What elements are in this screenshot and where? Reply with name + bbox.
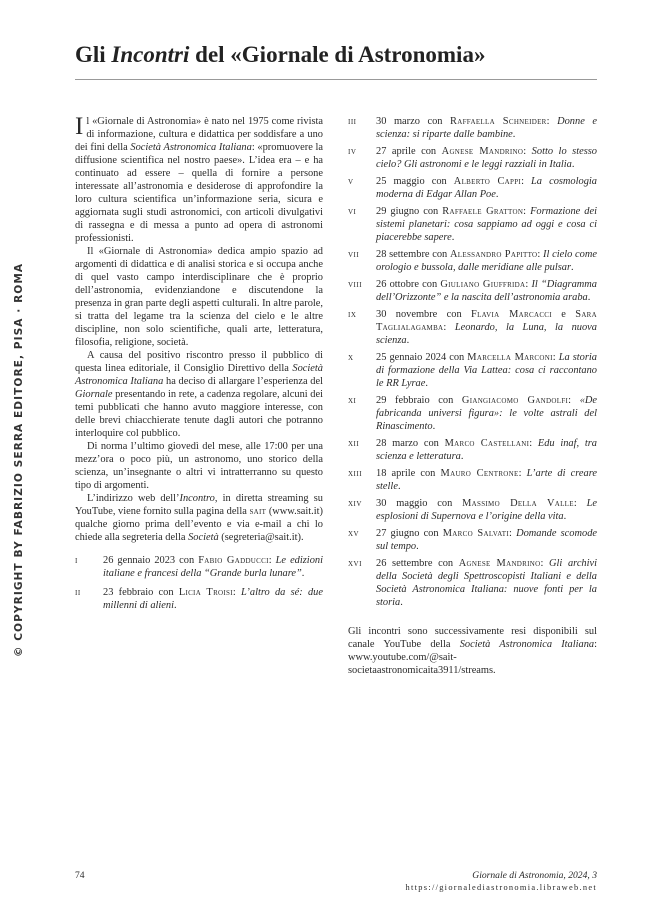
event-number: xvi <box>348 558 362 569</box>
italic-text: Società <box>188 532 219 543</box>
text-run: 26 ottobre con <box>376 279 441 290</box>
small-caps-text: Mauro Centrone <box>440 468 519 479</box>
text-run: : www.youtube.com/@sait-societaastronomicaita3911/streams. <box>348 639 598 676</box>
text-run: . <box>400 597 403 608</box>
small-caps-text: Giuliano Giuffrida <box>440 279 526 290</box>
event-item <box>348 248 597 274</box>
event-text <box>376 279 597 303</box>
event-text <box>376 309 597 346</box>
text-run: 30 marzo con <box>376 116 451 127</box>
small-caps-text: Raffaella Schneider <box>450 116 547 127</box>
small-caps-text: Marcella Marconi <box>467 352 553 363</box>
text-run: 27 aprile con <box>376 146 442 157</box>
text-run: : <box>525 279 532 290</box>
drop-cap: I <box>75 113 84 140</box>
event-number: xiv <box>348 498 362 509</box>
small-caps-text: Alessandro Papitto <box>450 249 538 260</box>
italic-text: Incontro <box>179 493 215 504</box>
event-item <box>348 351 597 390</box>
event-item <box>348 115 597 141</box>
text-run: . <box>174 600 177 611</box>
text-run: . <box>563 511 567 522</box>
event-text <box>103 587 323 611</box>
text-run: (www.sait.it) qualche giorno prima dell’evento e via e-mail a chi lo chiede alla segreteria della <box>75 506 323 543</box>
title-suffix: del «Giornale di Astronomia» <box>189 42 486 67</box>
event-text <box>376 558 597 608</box>
text-run: 26 settembre con <box>376 558 459 569</box>
text-run: . <box>460 451 464 462</box>
text-run: , in diretta streaming su YouTube, viene fornito sulla pagina della <box>75 493 323 517</box>
text-run: e <box>551 309 576 320</box>
text-run: . <box>495 189 499 200</box>
text-run: 28 settembre con <box>376 249 450 260</box>
event-item <box>348 205 597 244</box>
small-caps-text: Marco Salvati <box>442 528 510 539</box>
page-title <box>75 42 485 68</box>
text-run: : <box>546 116 558 127</box>
journal-citation: Giornale di Astronomia, 2024, 3 <box>472 870 597 881</box>
event-number: iv <box>348 146 357 157</box>
small-caps-text: Agnese Mandrino <box>458 558 541 569</box>
title-emphasis: Incontri <box>111 42 190 67</box>
text-run: L’indirizzo web dell’ <box>87 493 180 504</box>
event-item <box>348 467 597 493</box>
italic-text: «De fabricanda universi figura»: le volte astrali del Rinascimento <box>376 395 597 432</box>
text-run: : <box>529 438 538 449</box>
italic-text: Domande scomode sul tempo <box>376 528 597 552</box>
text-run: : <box>518 468 527 479</box>
event-number: v <box>348 176 354 187</box>
event-number: xiii <box>348 468 363 479</box>
italic-text: L’arte di creare stelle <box>376 468 597 492</box>
italic-text: Sotto lo stesso cielo? Gli astronomi e le leggi razziali in Italia <box>376 146 597 170</box>
event-text <box>376 468 597 492</box>
text-run: 26 gennaio 2023 con <box>103 555 199 566</box>
event-number: i <box>75 555 78 566</box>
text-run: Di norma l’ultimo giovedì del mese, alle 17:00 per una mezz’ora o poco più, un astronomo, uno storico della scienza, un’insegnante o altri vi intratterranno su questo tipo di argomenti. <box>75 441 323 491</box>
event-item <box>348 394 597 433</box>
italic-text: Società Astronomica Italiana <box>75 363 323 387</box>
italic-text: Le esplosioni di Supernova e l’origine della vita <box>376 498 597 522</box>
event-number: xv <box>348 528 360 539</box>
text-run: Il «Giornale di Astronomia» dedica ampio spazio ad argomenti di didattica e di analisi storica e si occupa anche di quel vasto campo interdisciplinare che è proprio dell’astronomia, evidenziandone e discutendone la presenza in gran parte degli aspetti culturali. In altre parole, si tratta del legame tra la scienza del cielo e le altre discipline, non solo scientifiche, quali arte, letteratura, filosofia, religione, società. <box>75 246 323 348</box>
text-run: . <box>397 481 401 492</box>
italic-text: Formazione dei sistemi planetari: cosa sappiamo ad oggi e cosa ci piacerebbe sapere <box>376 206 597 243</box>
event-number: vi <box>348 206 357 217</box>
small-caps-text: Massimo Della Valle <box>462 498 574 509</box>
event-item <box>348 437 597 463</box>
text-run: : <box>523 206 531 217</box>
event-text <box>376 395 597 432</box>
text-run: Gli incontri sono successivamente resi disponibili sul canale YouTube della <box>348 626 597 650</box>
event-number: iii <box>348 116 357 127</box>
small-caps-text: Fabio Gadducci <box>198 555 269 566</box>
text-run: presentando in rete, a cadenza regolare, alcuni dei temi pubblicati che hanno avuto maggiore interesse, con delle brevi chiacchierate tenute dagli autori che potranno interloquire col pubblico. <box>75 389 323 439</box>
text-run: . <box>587 292 591 303</box>
event-text <box>376 116 597 140</box>
event-list-right <box>348 115 597 609</box>
event-item <box>348 527 597 553</box>
title-prefix: Gli <box>75 42 112 67</box>
italic-text: Edu inaf, tra scienza e letteratura <box>376 438 597 462</box>
intro-paragraph-3 <box>75 349 323 440</box>
left-column <box>75 115 323 618</box>
text-run: : <box>573 498 587 509</box>
text-run: 25 gennaio 2024 con <box>376 352 468 363</box>
event-item <box>75 586 323 612</box>
text-run: : <box>443 322 455 333</box>
text-run: . <box>416 541 419 552</box>
text-run: 29 febbraio con <box>376 395 462 406</box>
text-run: . <box>571 262 574 273</box>
copyright-sidebar <box>12 262 26 658</box>
intro-paragraph-2 <box>75 245 323 349</box>
text-run: : <box>509 528 517 539</box>
event-number: vii <box>348 249 360 260</box>
text-run: (segreteria@sait.it). <box>218 532 304 543</box>
text-run: . <box>301 568 305 579</box>
journal-url: https://giornalediastronomia.libraweb.net <box>405 883 597 892</box>
event-item <box>75 554 323 580</box>
text-run: l «Giornale di Astronomia» è nato nel 1975 come rivista di informazione, cultura e didattica per soddisfare a uno dei fini della <box>75 116 323 153</box>
italic-text: La cosmologia moderna di Edgar Allan Poe <box>376 176 597 200</box>
text-run: 18 aprile con <box>376 468 441 479</box>
event-item <box>348 145 597 171</box>
text-run: : <box>537 249 544 260</box>
copyright-notice: © COPYRIGHT BY FABRIZIO SERRA EDITORE, PISA · ROMA <box>13 262 25 658</box>
event-number: ix <box>348 309 357 320</box>
text-run: 29 giugno con <box>376 206 443 217</box>
event-text <box>376 249 597 273</box>
italic-text: Il “Diagramma dell’Orizzonte” e la nascita dell’astronomia araba <box>376 279 597 303</box>
text-run: 30 novembre con <box>376 309 472 320</box>
event-number: xii <box>348 438 360 449</box>
closing-note <box>348 625 597 677</box>
event-text <box>376 176 597 200</box>
event-number: x <box>348 352 354 363</box>
small-caps-text: Alberto Cappi <box>453 176 522 187</box>
event-text <box>376 206 597 243</box>
small-caps-text: Agnese Mandrino <box>441 146 524 157</box>
intro-paragraph-1 <box>75 115 323 245</box>
event-item <box>348 278 597 304</box>
text-run: . <box>512 129 516 140</box>
text-run: . <box>425 378 428 389</box>
italic-text: Il cielo come orologio e bussola, dalle meridiane alle pulsar <box>376 249 597 273</box>
italic-text: Donne e scienza: si riparte dalle bambine <box>376 116 597 140</box>
small-caps-text: Licia Troisi <box>178 587 233 598</box>
event-item <box>348 175 597 201</box>
title-rule <box>75 79 597 80</box>
text-run: : «promuovere la diffusione scientifica nel nostro paese». L’idea era – e ha continuato ad essere – quella di fornire a persone interessate all’astronomia e desiderose di approfondire la loro cultura scientifica un’informazione seria, sicura e aggiornata sugli studi astronomici, con articoli divulgativi di rassegna e di messa a punto ad opera di astronomi professionisti. <box>75 142 324 244</box>
text-run: 25 maggio con <box>376 176 454 187</box>
intro-paragraph-4 <box>75 440 323 492</box>
italic-text: L’altro da sé: due millenni di alieni <box>103 587 323 611</box>
event-text <box>103 555 323 579</box>
italic-text: Le edizioni italiane e francesi della “Grande burla lunare” <box>103 555 323 579</box>
small-caps-text: Raffaele Gratton <box>442 206 524 217</box>
intro-paragraph-5 <box>75 492 323 544</box>
event-item <box>348 497 597 523</box>
text-run: 27 giugno con <box>376 528 443 539</box>
event-number: xi <box>348 395 357 406</box>
event-text <box>376 352 597 389</box>
event-item <box>348 308 597 347</box>
text-run: . <box>406 335 410 346</box>
event-text <box>376 438 597 462</box>
italic-text: Società Astronomica Italiana <box>459 639 595 650</box>
text-run: : <box>232 587 242 598</box>
italic-text: Gli archivi della Società degli Spettroscopisti Italiani e della Società Astronomica Italiana: nuove fonti per la storia <box>376 558 598 608</box>
event-number: viii <box>348 279 363 290</box>
event-number: ii <box>75 587 81 598</box>
event-item <box>348 557 597 609</box>
small-caps-text: Marco Castellani <box>444 438 530 449</box>
text-run: : <box>540 558 550 569</box>
text-run: : <box>523 146 532 157</box>
text-run: : <box>268 555 276 566</box>
small-caps-text: Flavia Marcacci <box>471 309 552 320</box>
text-run: . <box>432 421 436 432</box>
small-caps-text: Sara Taglialagamba <box>376 309 598 333</box>
event-text <box>376 498 597 522</box>
event-list-left <box>75 554 323 612</box>
italic-text: Giornale <box>75 389 113 400</box>
text-run: ha deciso di allargare l’esperienza del <box>163 376 323 387</box>
text-run: A causa del positivo riscontro presso il pubblico di questa linea editoriale, il Consiglio Direttivo della <box>75 350 323 374</box>
text-run: 23 febbraio con <box>103 587 179 598</box>
italic-text: Leonardo, la Luna, la nuova scienza <box>376 322 597 346</box>
event-text <box>376 146 597 170</box>
text-run: . <box>571 159 575 170</box>
small-caps-text: sait <box>249 506 267 517</box>
text-run: 30 maggio con <box>376 498 463 509</box>
text-run: . <box>451 232 455 243</box>
text-run: 28 marzo con <box>376 438 445 449</box>
italic-text: La storia di formazione della Via Lattea: cosa ci raccontano le RR Lyrae <box>376 352 597 389</box>
page-number: 74 <box>75 870 85 881</box>
text-run: : <box>521 176 532 187</box>
event-text <box>376 528 597 552</box>
text-run: : <box>552 352 559 363</box>
text-run: : <box>568 395 580 406</box>
italic-text: Società Astronomica Italiana <box>130 142 252 153</box>
small-caps-text: Giangiacomo Gandolfi <box>461 395 569 406</box>
right-column <box>348 115 597 677</box>
